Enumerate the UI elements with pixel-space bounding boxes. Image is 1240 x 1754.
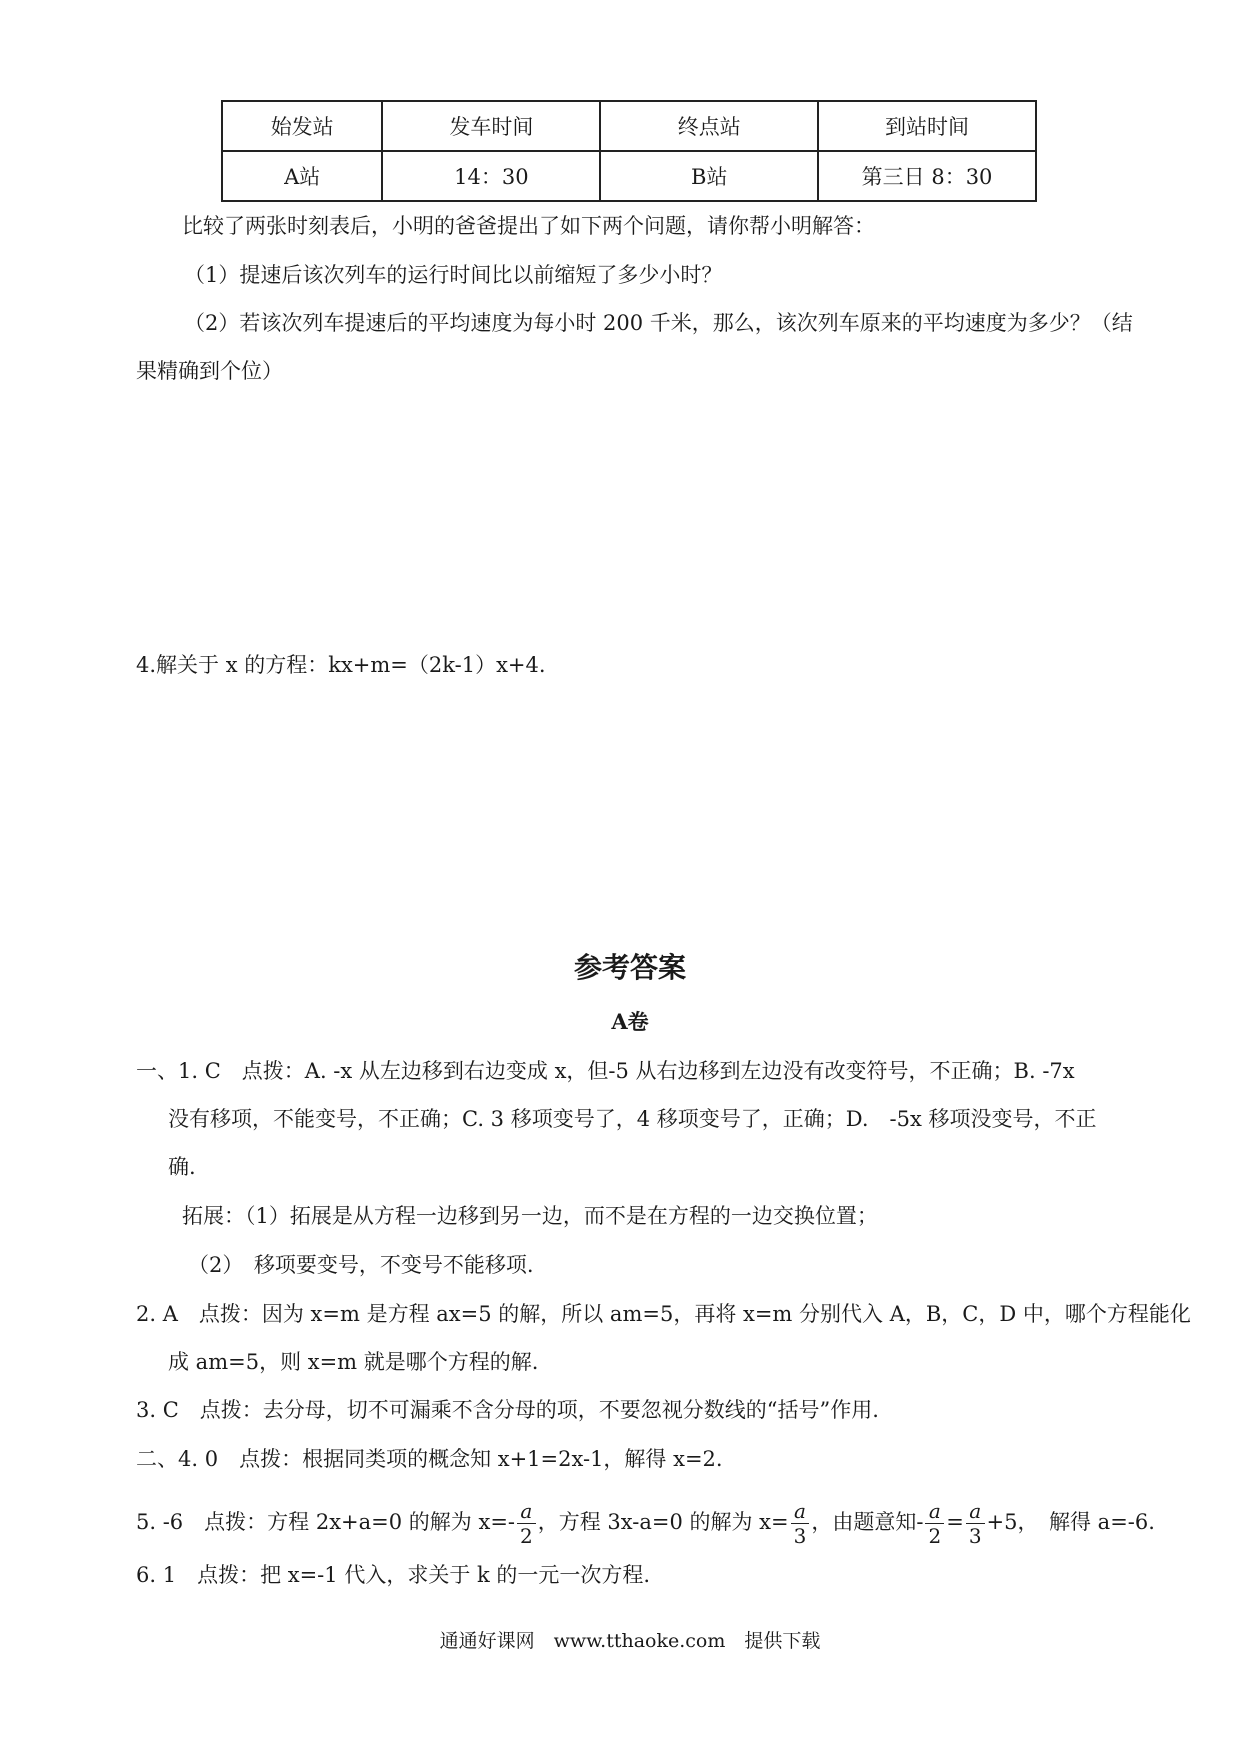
question3-part2-line1: （2）若该次列车提速后的平均速度为每小时 200 千米，那么，该次列车原来的平均速度为多少？（结 (184, 311, 1133, 335)
answer1-line2: 没有移项，不能变号，不正确；C. 3 移项变号了，4 移项变号了，正确；D. -5x 移项没变号，不正 (168, 1107, 1097, 1131)
table-row (222, 151, 1036, 201)
answer5-text: 5. -6 点拨：方程 2x+a=0 的解为 x=- (136, 1510, 516, 1534)
fraction-numerator: a (791, 1499, 810, 1524)
fraction-denominator: 2 (928, 1524, 942, 1548)
table-cell: B站 (600, 151, 818, 201)
page-footer: 通通好课网 www.tthaoke.com 提供下载 (439, 1630, 821, 1652)
fraction-denominator: 3 (793, 1524, 807, 1548)
fraction-denominator: 3 (968, 1524, 982, 1548)
answers-title: 参考答案 (573, 951, 686, 984)
table-cell: 第三日 8：30 (818, 151, 1036, 201)
fraction-a-over-3 (966, 1499, 985, 1548)
answer5-text: ，由题意知- (811, 1510, 924, 1534)
fraction-a-over-3 (791, 1499, 810, 1548)
table-cell: A站 (222, 151, 382, 201)
table-header-cell: 发车时间 (382, 101, 600, 151)
table-header-cell: 到站时间 (818, 101, 1036, 151)
fraction-a-over-2 (925, 1499, 944, 1548)
fraction-numerator: a (966, 1499, 985, 1524)
answer5-text: +5， 解得 a=-6. (986, 1510, 1155, 1534)
answer1-line1: 一、1. C 点拨：A. -x 从左边移到右边变成 x，但-5 从右边移到左边没有改变符号，不正确；B. -7x (136, 1059, 1075, 1083)
answer2-line2: 成 am=5，则 x=m 就是哪个方程的解. (168, 1350, 539, 1374)
answer6: 6. 1 点拨：把 x=-1 代入，求关于 k 的一元一次方程. (136, 1563, 651, 1587)
table-header-cell: 终点站 (600, 101, 818, 151)
question3-part1: （1）提速后该次列车的运行时间比以前缩短了多少小时？ (184, 263, 723, 287)
table-cell: 14：30 (382, 151, 600, 201)
table-header-cell: 始发站 (222, 101, 382, 151)
answer1-extension1: 拓展：（1）拓展是从方程一边移到另一边，而不是在方程的一边交换位置； (182, 1204, 878, 1228)
fraction-numerator: a (925, 1499, 944, 1524)
answers-subtitle: A卷 (611, 1009, 649, 1034)
answer2-line1: 2. A 点拨：因为 x=m 是方程 ax=5 的解，所以 am=5，再将 x=m 分别代入 A，B，C，D 中，哪个方程能化 (136, 1302, 1191, 1326)
fraction-denominator: 2 (520, 1524, 533, 1548)
answer1-line3: 确. (168, 1155, 196, 1179)
question3-part2-line2: 果精确到个位） (136, 359, 283, 383)
answer5-text: = (946, 1510, 964, 1534)
fraction-numerator: a (517, 1499, 536, 1524)
question3-intro: 比较了两张时刻表后，小明的爸爸提出了如下两个问题，请你帮小明解答： (182, 214, 875, 238)
answer1-extension2: （2） 移项要变号，不变号不能移项. (188, 1253, 534, 1277)
answer3: 3. C 点拨：去分母，切不可漏乘不含分母的项，不要忽视分数线的“括号”作用. (136, 1398, 879, 1422)
answer5-text: ，方程 3x-a=0 的解为 x= (537, 1510, 789, 1534)
timetable (221, 100, 1037, 202)
answer4: 二、4. 0 点拨：根据同类项的概念知 x+1=2x-1，解得 x=2. (136, 1447, 723, 1471)
fraction-a-over-2 (517, 1499, 536, 1548)
answer5 (136, 1492, 1155, 1552)
question4: 4.解关于 x 的方程：kx+m=（2k-1）x+4. (136, 653, 546, 677)
table-header-row (222, 101, 1036, 151)
